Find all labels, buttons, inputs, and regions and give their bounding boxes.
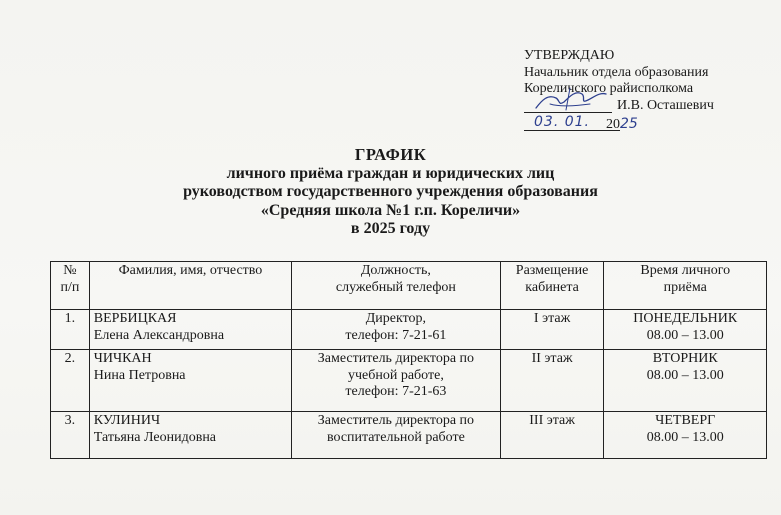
title-line2: руководством государственного учреждения образования xyxy=(183,183,598,201)
row-given-names: Нина Петровна xyxy=(93,367,186,383)
row-position xyxy=(292,350,501,412)
row-position-line1: Заместитель директора по xyxy=(317,351,475,366)
header-time xyxy=(604,262,767,310)
document-title xyxy=(0,146,781,239)
title-line4: в 2025 году xyxy=(350,220,431,238)
row-position-line2: учебной работе, xyxy=(347,367,444,383)
date-year xyxy=(606,116,638,134)
header-time-line2: приёма xyxy=(663,279,707,295)
row-position-line2: телефон: 7-21-61 xyxy=(345,327,447,343)
header-room-line2: кабинета xyxy=(525,279,579,295)
row-num: 1. xyxy=(51,310,90,350)
row-hours: 08.00 – 13.00 xyxy=(646,367,724,383)
approver-position-line1: Начальник отдела образования xyxy=(524,64,709,80)
row-num: 3. xyxy=(51,412,90,459)
row-position xyxy=(292,412,501,459)
header-position-line2: служебный телефон xyxy=(335,279,456,295)
row-hours: 08.00 – 13.00 xyxy=(646,327,724,343)
header-room-line1: Размещение xyxy=(515,263,589,278)
date-year-handwritten: 25 xyxy=(620,115,638,132)
row-time xyxy=(604,412,767,459)
reception-schedule-table xyxy=(50,261,767,459)
row-name xyxy=(89,310,291,350)
header-time-line1: Время личного xyxy=(640,263,731,278)
header-name: Фамилия, имя, отчество xyxy=(89,262,291,310)
signer-name: И.В. Осташевич xyxy=(617,97,714,113)
row-num: 2. xyxy=(51,350,90,412)
row-room: III этаж xyxy=(500,412,604,459)
row-name xyxy=(89,350,291,412)
row-day: ВТОРНИК xyxy=(652,351,718,366)
header-room xyxy=(500,262,604,310)
row-position-line2: воспитательной работе xyxy=(326,429,465,445)
header-position xyxy=(292,262,501,310)
title-line1: личного приёма граждан и юридических лиц xyxy=(226,164,555,182)
row-time xyxy=(604,350,767,412)
table-header-row xyxy=(51,262,767,310)
row-day: ПОНЕДЕЛЬНИК xyxy=(633,311,738,326)
header-num xyxy=(51,262,90,310)
table-row xyxy=(51,310,767,350)
row-hours: 08.00 – 13.00 xyxy=(646,429,724,445)
row-day: ЧЕТВЕРГ xyxy=(655,413,716,428)
header-position-line1: Должность, xyxy=(360,263,431,278)
row-name xyxy=(89,412,291,459)
title-line3: «Средняя школа №1 г.п. Кореличи» xyxy=(260,201,521,219)
row-room: II этаж xyxy=(500,350,604,412)
date-year-prefix: 20 xyxy=(606,116,620,132)
date-day-handwritten: 03. 01. xyxy=(534,113,590,130)
row-given-names: Татьяна Леонидовна xyxy=(93,429,217,445)
table-row xyxy=(51,350,767,412)
row-position xyxy=(292,310,501,350)
row-position-line1: Директор, xyxy=(365,311,427,326)
row-surname: ЧИЧКАН xyxy=(93,351,152,366)
row-given-names: Елена Александровна xyxy=(93,327,225,343)
row-surname: ВЕРБИЦКАЯ xyxy=(93,311,177,326)
header-num-line2: п/п xyxy=(60,279,80,295)
row-room: I этаж xyxy=(500,310,604,350)
approver-position-line2: Кореличского райисполкома xyxy=(524,81,694,96)
handwritten-signature-icon xyxy=(530,80,610,120)
approve-label: УТВЕРЖДАЮ xyxy=(524,48,615,63)
row-time xyxy=(604,310,767,350)
table-row xyxy=(51,412,767,459)
row-position-line1: Заместитель директора по xyxy=(317,413,475,428)
header-num-line1: № xyxy=(63,263,77,278)
row-surname: КУЛИНИЧ xyxy=(93,413,161,428)
row-position-line3: телефон: 7-21-63 xyxy=(345,384,447,399)
title-main: ГРАФИК xyxy=(354,145,427,164)
